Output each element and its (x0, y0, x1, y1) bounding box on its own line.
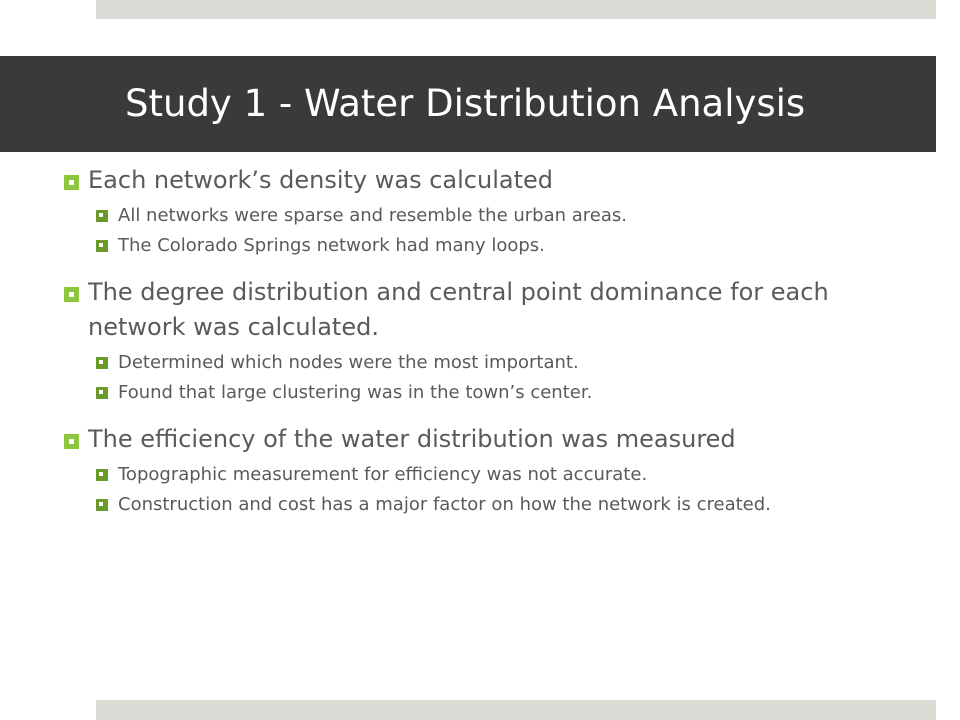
bullet-item (64, 422, 924, 457)
bullet-group-degree-distribution (64, 275, 924, 405)
square-bullet-icon (96, 240, 108, 252)
sub-bullet-item (96, 493, 924, 517)
slide-title: Study 1 - Water Distribution Analysis (125, 82, 806, 125)
bullet-item (64, 275, 924, 345)
square-bullet-icon (64, 434, 79, 449)
sub-bullet-item (96, 463, 924, 487)
sub-bullet-text: Found that large clustering was in the town’s center. (118, 382, 593, 403)
sub-bullet-item (96, 234, 924, 258)
square-bullet-icon (64, 175, 79, 190)
square-bullet-icon (96, 210, 108, 222)
bullet-group-efficiency (64, 422, 924, 517)
square-bullet-icon (64, 287, 79, 302)
bullet-text: The efficiency of the water distribution was measured (88, 425, 736, 453)
sub-bullet-item (96, 204, 924, 228)
square-bullet-icon (96, 387, 108, 399)
square-bullet-icon (96, 499, 108, 511)
bullet-item (64, 163, 924, 198)
sub-bullet-text: Topographic measurement for efficiency was not accurate. (118, 464, 648, 485)
sub-bullet-item (96, 351, 924, 375)
bullet-group-density (64, 163, 924, 258)
bullet-text: The degree distribution and central point dominance for each network was calculated. (88, 278, 829, 341)
bullet-text: Each network’s density was calculated (88, 166, 553, 194)
square-bullet-icon (96, 469, 108, 481)
sub-bullet-text: All networks were sparse and resemble the urban areas. (118, 205, 628, 226)
sub-bullet-text: The Colorado Springs network had many loops. (118, 235, 545, 256)
slide-content (64, 163, 924, 534)
sub-bullet-item (96, 381, 924, 405)
sub-bullet-text: Determined which nodes were the most important. (118, 352, 579, 373)
sub-bullet-text: Construction and cost has a major factor on how the network is created. (118, 494, 771, 515)
square-bullet-icon (96, 357, 108, 369)
top-decorative-bar (96, 0, 936, 19)
bottom-decorative-bar (96, 700, 936, 720)
